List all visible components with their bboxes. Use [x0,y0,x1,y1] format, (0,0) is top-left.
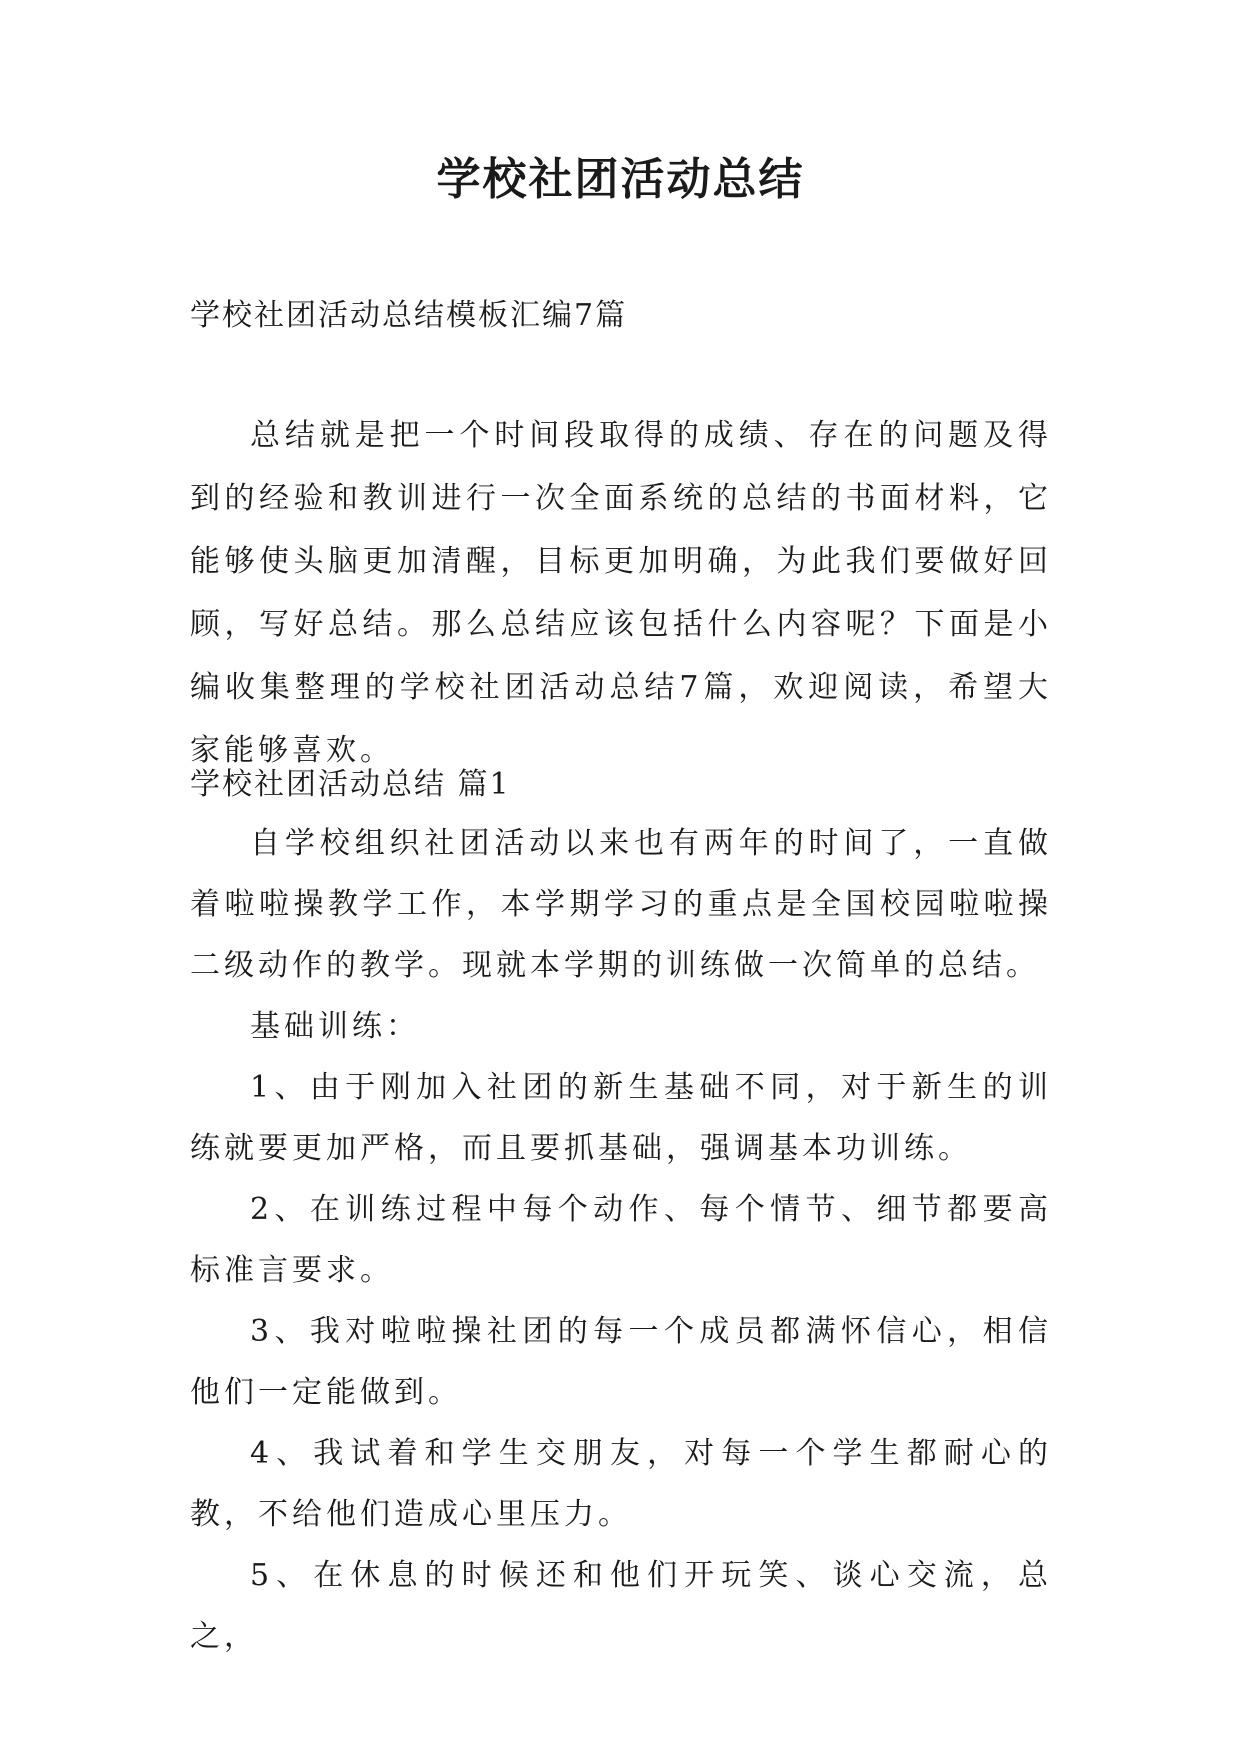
body-paragraph: 自学校组织社团活动以来也有两年的时间了，一直做着啦啦操教学工作，本学期学习的重点是全国校园啦啦操二级动作的教学。现就本学期的训练做一次简单的总结。 [190,826,1052,983]
body-paragraph: 2、在训练过程中每个动作、每个情节、细节都要高标准言要求。 [190,1192,1052,1288]
intro-block [190,404,1052,782]
body-paragraph: 基础训练： [250,1009,420,1044]
body-paragraph: 5、在休息的时候还和他们开玩笑、谈心交流，总之， [190,1558,1052,1654]
section-heading: 学校社团活动总结 篇1 [190,767,511,802]
document-title: 学校社团活动总结 [436,154,805,205]
intro-paragraph: 总结就是把一个时间段取得的成绩、存在的问题及得到的经验和教训进行一次全面系统的总结的书面材料，它能够使头脑更加清醒，目标更加明确，为此我们要做好回顾，写好总结。那么总结应该包括什么内容呢？下面是小编收集整理的学校社团活动总结7篇，欢迎阅读，希望大家能够喜欢。 [190,418,1052,768]
body-paragraph: 1、由于刚加入社团的新生基础不同，对于新生的训练就要更加严格，而且要抓基础，强调基本功训练。 [190,1070,1052,1166]
section-body [190,813,1052,1667]
document-subtitle: 学校社团活动总结模板汇编7篇 [190,298,628,333]
body-paragraph: 4、我试着和学生交朋友，对每一个学生都耐心的教，不给他们造成心里压力。 [190,1436,1052,1532]
body-paragraph: 3、我对啦啦操社团的每一个成员都满怀信心，相信他们一定能做到。 [190,1314,1052,1410]
